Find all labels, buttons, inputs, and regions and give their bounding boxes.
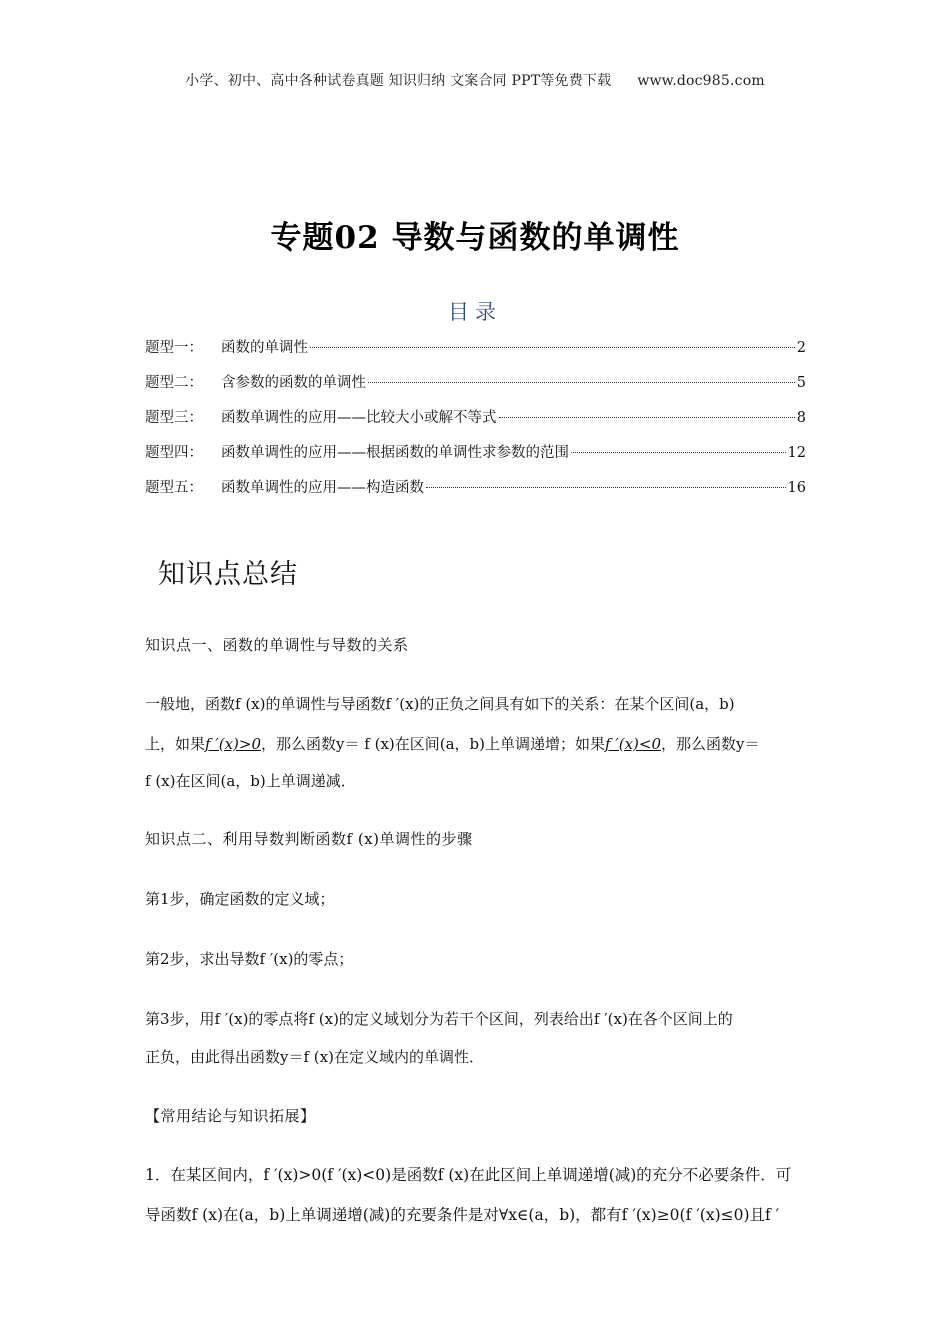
toc-item-text: 函数单调性的应用——构造函数 (221, 480, 424, 496)
kp2-heading: 知识点二、利用导数判断函数f (x)单调性的步骤 (145, 830, 473, 848)
toc-item-page: 8 (796, 410, 806, 426)
toc-item[interactable] (145, 336, 806, 371)
kp1-line2-post: ，那么函数y＝ (661, 735, 760, 753)
kp2-step3-line2: 正负，由此得出函数y＝f (x)在定义域内的单调性． (145, 1048, 484, 1066)
extension-item1-line1: 1．在某区间内，f ′(x)>0(f ′(x)<0)是函数f (x)在此区间上单调递增(减)的充分不必要条件．可 (145, 1166, 792, 1184)
page-title: 专题02 导数与函数的单调性 (270, 220, 680, 256)
extension-heading: 【常用结论与知识拓展】 (145, 1107, 316, 1125)
toc-item[interactable] (145, 441, 806, 476)
toc-item-page: 12 (787, 445, 806, 461)
kp1-line3: f (x)在区间(a，b)上单调递减． (145, 772, 356, 790)
toc-leader-dots (499, 417, 795, 418)
kp1-line1: 一般地，函数f (x)的单调性与导函数f ′(x)的正负之间具有如下的关系：在某个区间(a，b) (145, 695, 735, 713)
kp1-condition-increasing: f ′(x)>0 (205, 735, 262, 753)
toc-item-label: 题型三： (145, 410, 203, 426)
toc-item[interactable] (145, 476, 806, 511)
toc-item-page: 16 (787, 480, 806, 496)
kp1-line2-mid: ，那么函数y＝ f (x)在区间(a，b)上单调递增；如果 (261, 735, 606, 753)
kp1-heading: 知识点一、函数的单调性与导数的关系 (145, 636, 409, 654)
toc-item-text: 函数的单调性 (221, 340, 308, 356)
toc-item-label: 题型五： (145, 480, 203, 496)
toc-item-label: 题型二： (145, 375, 203, 391)
table-of-contents (145, 336, 806, 511)
toc-item-label: 题型一： (145, 340, 203, 356)
toc-item-page: 5 (796, 375, 806, 391)
toc-item-label: 题型四： (145, 445, 203, 461)
kp2-step1: 第1步，确定函数的定义域； (145, 890, 335, 908)
toc-item-text: 函数单调性的应用——根据函数的单调性求参数的范围 (221, 445, 569, 461)
toc-item-page: 2 (796, 340, 806, 356)
extension-item1-line2: 导函数f (x)在(a，b)上单调递增(减)的充要条件是对∀x∈(a，b)，都有f ′(x)≥0(f ′(x)≤0)且f ′ (145, 1206, 780, 1224)
kp1-condition-decreasing: f ′(x)<0 (605, 735, 662, 753)
toc-leader-dots (310, 347, 795, 348)
header-site: www.doc985.com (637, 73, 765, 89)
section-title: 知识点总结 (158, 559, 298, 590)
toc-heading: 目录 (448, 300, 502, 324)
toc-item[interactable] (145, 371, 806, 406)
header-text: 小学、初中、高中各种试卷真题 知识归纳 文案合同 PPT等免费下载 (185, 73, 612, 89)
kp2-step2: 第2步，求出导数f ′(x)的零点； (145, 950, 354, 968)
toc-leader-dots (426, 487, 786, 488)
page-header (0, 70, 950, 90)
toc-item[interactable] (145, 406, 806, 441)
kp2-step3-line1: 第3步，用f ′(x)的零点将f (x)的定义域划分为若干个区间，列表给出f ′(x)在各个区间上的 (145, 1010, 733, 1028)
toc-item-text: 函数单调性的应用——比较大小或解不等式 (221, 410, 497, 426)
toc-leader-dots (368, 382, 795, 383)
kp1-line2 (145, 727, 807, 761)
toc-leader-dots (571, 452, 786, 453)
toc-item-text: 含参数的函数的单调性 (221, 375, 366, 391)
kp1-line2-pre: 上，如果 (145, 735, 206, 753)
